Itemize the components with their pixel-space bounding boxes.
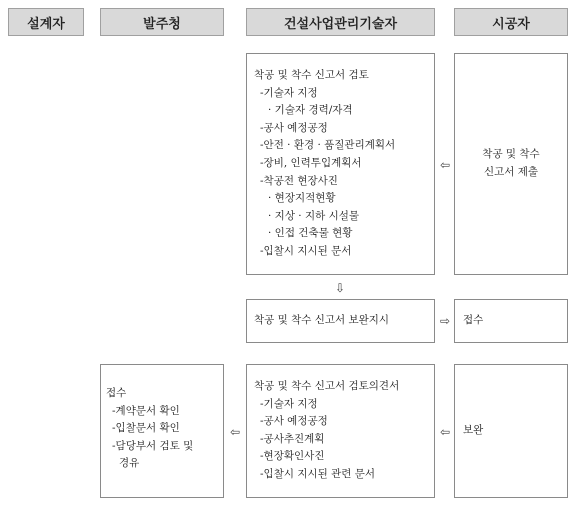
revision-box (454, 364, 568, 498)
opinion-item: -입찰시 지시된 관련 문서 (260, 467, 375, 480)
arrow-left-icon: ⇦ (440, 425, 451, 439)
header-engineer: 건설사업관리기술자 (246, 8, 435, 36)
receipt-text: 접수 (463, 314, 484, 327)
opinion-item: -공사추진계획 (260, 432, 325, 445)
header-contractor: 시공자 (454, 8, 568, 36)
arrow-left-icon: ⇦ (440, 158, 451, 172)
arrow-right-icon: ⇨ (440, 314, 451, 328)
client-item: -입찰문서 확인 (112, 422, 180, 435)
supplement-box (246, 299, 435, 343)
review-item: -안전 · 환경 · 품질관리계획서 (260, 139, 396, 152)
client-item-cont: 경유 (119, 457, 140, 470)
receipt-box (454, 299, 568, 343)
submission-box (454, 53, 568, 275)
header-designer: 설계자 (8, 8, 84, 36)
review-item: -공사 예정공정 (260, 121, 328, 134)
review-title: 착공 및 착수 신고서 검토 (254, 69, 369, 81)
client-box (100, 364, 224, 498)
client-item: -계약문서 확인 (112, 404, 180, 417)
review-subitem: · 지상 · 지하 시설물 (268, 209, 360, 222)
review-box (246, 53, 435, 275)
supplement-text: 착공 및 착수 신고서 보완지시 (254, 314, 390, 327)
review-item: -착공전 현장사진 (260, 174, 338, 187)
opinion-box (246, 364, 435, 498)
revision-text: 보완 (463, 424, 484, 437)
review-item: -입찰시 지시된 문서 (260, 244, 352, 257)
review-subitem: · 현장지적현황 (268, 192, 336, 205)
submission-line: 신고서 제출 (483, 166, 539, 178)
client-title: 접수 (106, 387, 127, 399)
review-subitem: · 인접 건축물 현황 (268, 227, 353, 240)
opinion-title: 착공 및 착수 신고서 검토의견서 (254, 380, 400, 392)
arrow-left-icon: ⇦ (230, 425, 241, 439)
client-item: -담당부서 검토 및 (112, 439, 194, 452)
arrow-down-icon: ⇩ (335, 281, 346, 295)
review-subitem: · 기술자 경력/자격 (268, 104, 353, 117)
review-item: -기술자 지정 (260, 86, 318, 99)
review-item: -장비, 인력투입계획서 (260, 156, 362, 169)
header-client: 발주청 (100, 8, 224, 36)
opinion-item: -현장확인사진 (260, 450, 325, 463)
opinion-item: -기술자 지정 (260, 397, 318, 410)
opinion-item: -공사 예정공정 (260, 415, 328, 428)
submission-line: 착공 및 착수 (482, 148, 540, 161)
